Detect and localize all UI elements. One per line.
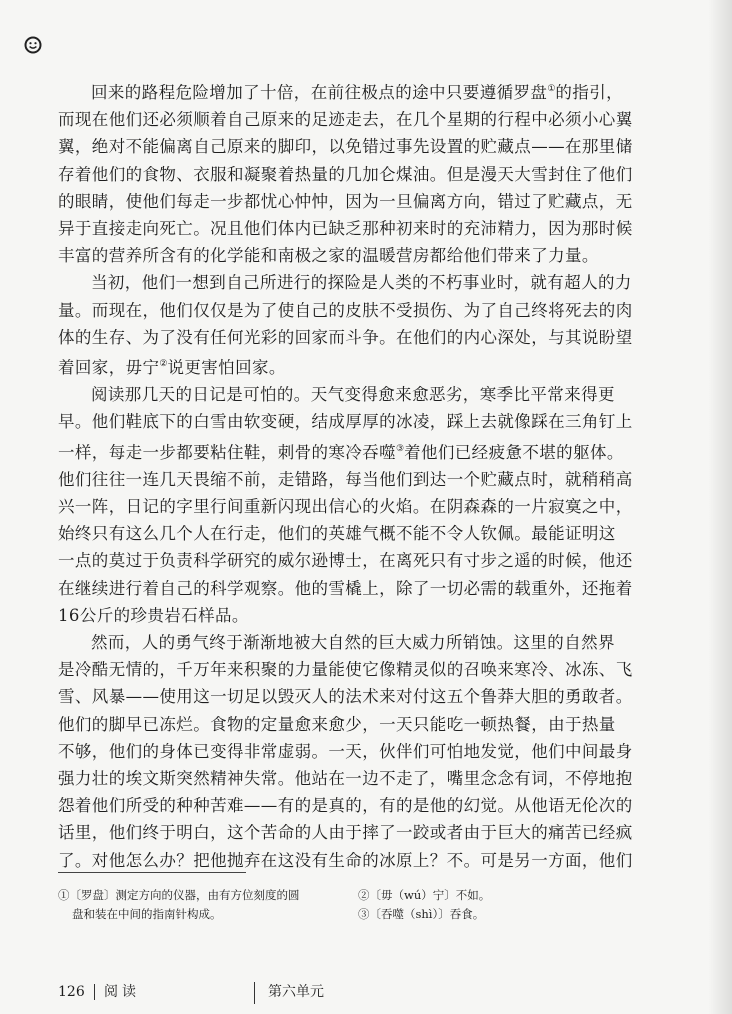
text-line: 16公斤的珍贵岩石样品。 (58, 605, 249, 625)
text-line: 阅读那几天的日记是可怕的。天气变得愈来愈恶劣，寒季比平常来得更 (91, 385, 615, 405)
footer-divider-2 (254, 982, 255, 1004)
page-edge-shadow (708, 0, 732, 1014)
text-line: 存着他们的食物、衣服和凝聚着热量的几加仑煤油。但是漫天大雪封住了他们 (58, 164, 633, 184)
unit-label: 第六单元 (268, 984, 324, 1000)
text-line: 始终只有这么几个人在行走，他们的英雄气概不能不令人钦佩。最能证明这 (58, 524, 616, 544)
text-line: 强力壮的埃文斯突然精神失常。他站在一边不走了，嘴里念念有词，不停地抱 (58, 769, 633, 789)
text-line: 然而，人的勇气终于渐渐地被大自然的巨大威力所销蚀。这里的自然界 (91, 633, 615, 653)
paragraph (58, 269, 638, 381)
body-text (58, 76, 638, 874)
text-line: 回来的路程危险增加了十倍，在前往极点的途中只要遵循罗盘①的指引， (91, 83, 623, 102)
text-line: 话里，他们终于明白，这个苦命的人由于摔了一跤或者由于巨大的痛苦已经疯 (58, 823, 633, 843)
footnote-1-continued: 盘和装在中间的指南针构成。 (72, 907, 222, 921)
footnote-left-column (58, 886, 348, 924)
text-line: 一点的莫过于负责科学研究的威尔逊博士，在离死只有寸步之遥的时候，他还 (58, 551, 633, 571)
text-line: 当初，他们一想到自己所进行的探险是人类的不朽事业时，就有超人的力 (91, 273, 632, 293)
text-line: 他们的脚早已冻烂。食物的定量愈来愈少，一天只能吃一顿热餐，由于热量 (58, 714, 616, 734)
footnote-marker[interactable]: ② (159, 359, 168, 370)
text-line: 不够，他们的身体已变得非常虚弱。一天，伙伴们可怕地发觉，他们中间最身 (58, 741, 633, 761)
text-line: 了。对他怎么办？把他抛弃在这没有生命的冰原上？不。可是另一方面，他们 (58, 850, 633, 870)
text-line: 异于直接走向死亡。况且他们体内已缺乏那种初来时的充沛精力，因为那时候 (58, 219, 633, 239)
footnote-2: ②〔毋（wú）宁〕不如。 (358, 888, 491, 902)
text-line: 的眼睛，使他们每走一步都忧心忡忡，因为一旦偏离方向，错过了贮藏点，无 (58, 191, 633, 211)
text-line: 一样，每走一步都要粘住鞋，刺骨的寒冷吞噬③着他们已经疲惫不堪的躯体。 (58, 442, 624, 462)
text-line: 早。他们鞋底下的白雪由软变硬，结成厚厚的冰凌，踩上去就像踩在三角钉上 (58, 412, 633, 432)
text-line: 体的生存、为了没有任何光彩的回家而斗争。在他们的内心深处，与其说盼望 (58, 327, 633, 347)
footnote-1: ①〔罗盘〕测定方向的仪器，由有方位刻度的圆 (58, 888, 300, 902)
smiley-face-icon (24, 36, 42, 54)
text-line: 雪、风暴——使用这一切足以毁灭人的法术来对付这五个鲁莽大胆的勇敢者。 (58, 687, 633, 707)
book-section-label: 阅读 (104, 984, 140, 1000)
paragraph (58, 629, 638, 874)
footnote-marker[interactable]: ① (547, 84, 556, 94)
text-line: 丰富的营养所含有的化学能和南极之家的温暖营房都给他们带来了力量。 (58, 246, 599, 266)
text-line: 着回家，毋宁②说更害怕回家。 (58, 358, 286, 378)
text-line: 翼，绝对不能偏离自己原来的脚印，以免错过事先设置的贮藏点——在那里储 (58, 137, 633, 157)
footnotes (58, 886, 658, 936)
footnote-3: ③〔吞噬（shì）〕吞食。 (358, 907, 485, 921)
text-line: 兴一阵，日记的字里行间重新闪现出信心的火焰。在阴森森的一片寂寞之中， (58, 497, 633, 517)
text-line: 而现在他们还必须顺着自己原来的足迹走去，在几个星期的行程中必须小心翼 (58, 110, 633, 130)
footnote-right-column (358, 886, 658, 924)
paragraph (58, 76, 638, 269)
footnote-marker[interactable]: ③ (396, 443, 405, 454)
page-number: 126 (58, 984, 85, 1000)
footnote-divider (58, 872, 246, 873)
text-line: 量。而现在，他们仅仅是为了使自己的皮肤不受损伤、为了自己终将死去的肉 (58, 300, 633, 320)
text-line: 在继续进行着自己的科学观察。他的雪橇上，除了一切必需的载重外，还拖着 (58, 578, 633, 598)
footer-divider (94, 984, 95, 1000)
paragraph (58, 381, 638, 629)
text-line: 是冷酷无情的，千万年来积聚的力量能使它像精灵似的召唤来寒冷、冰冻、飞 (58, 660, 633, 680)
text-line: 他们往往一连几天畏缩不前，走错路，每当他们到达一个贮藏点时，就稍稍高 (58, 469, 633, 489)
text-line: 怨着他们所受的种种苦难——有的是真的，有的是他的幻觉。从他语无伦次的 (58, 796, 633, 816)
